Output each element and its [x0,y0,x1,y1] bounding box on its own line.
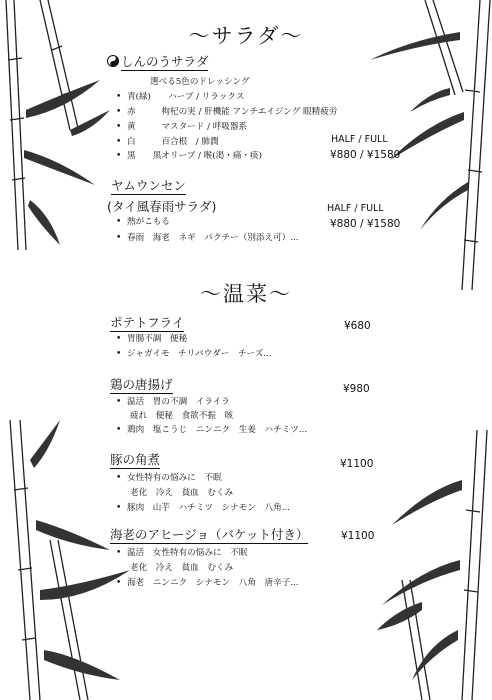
dressing-line: • 黄 マスタード / 呼吸器系 [127,121,247,133]
bamboo-illustration-bottom-right [362,430,492,700]
description-line: • 豚肉 山芋 ハチミツ シナモン 八角... [127,502,290,514]
price-potato-fry: ¥680 [344,320,371,332]
price-karaage: ¥980 [343,383,370,395]
description-line: 老化 冷え 貧血 むくみ [130,488,234,498]
dish-name-shinnou-salad: しんのうサラダ [121,54,209,69]
description-line: • 海老 ニンニク シナモン 八角 唐辛子... [127,577,298,589]
size-label: HALF / FULL [327,203,384,214]
yin-yang-icon [107,55,119,67]
description-line: • 春雨 海老 ネギ パクチー（別添え可）... [127,232,298,244]
dish-name-ajillo: 海老のアヒージョ（バケット付き） [110,527,309,542]
description-line: • 胃腸不調 便秘 [127,333,187,345]
price-kakuni: ¥1100 [340,458,374,470]
description-line: • 熱がこもる [127,216,170,228]
warm-dishes-section-title: 〜温菜〜 [200,282,292,306]
description-line: • ジャガイモ チリパウダー チーズ... [127,348,272,360]
dish-subtitle-yamuunsen: (タイ風春雨サラダ) [107,199,217,214]
dressing-line: • 黒 黒オリーブ / 喉(渇・痛・痰) [127,150,262,162]
price-ajillo: ¥1100 [341,530,375,542]
dish-name-kakuni: 豚の角煮 [110,452,161,467]
dressing-line: • 白 百合根 / 肺潤 [127,136,219,148]
dressing-intro: 選べる5色のドレッシング [150,77,250,87]
salad-section-title: 〜サラダ〜 [188,24,304,48]
description-line: • 温活 胃の不調 イライラ [127,396,230,408]
description-line: • 温活 女性特有の悩みに 不眠 [127,547,247,559]
size-label: HALF / FULL [331,134,388,145]
dressing-line: • 青(緑) ハーブ / リラックス [127,91,245,103]
description-line: 老化 冷え 貧血 むくみ [130,563,234,573]
description-line: 疲れ 便秘 食欲不振 咳 [130,411,234,421]
description-line: • 女性特有の悩みに 不眠 [127,472,222,484]
dish-name-yamuunsen: ヤムウンセン [111,178,186,193]
price-shinnou-salad: ¥880 / ¥1580 [330,149,401,161]
price-yamuunsen: ¥880 / ¥1580 [330,218,401,230]
description-line: • 鶏肉 塩こうじ ニンニク 生姜 ハチミツ... [127,424,307,436]
dressing-line: • 赤 枸杞の実 / 肝機能 アンチエイジング 眼精疲労 [127,106,337,118]
dish-name-potato-fry: ポテトフライ [110,315,185,330]
dish-name-karaage: 鶏の唐揚げ [110,377,173,392]
